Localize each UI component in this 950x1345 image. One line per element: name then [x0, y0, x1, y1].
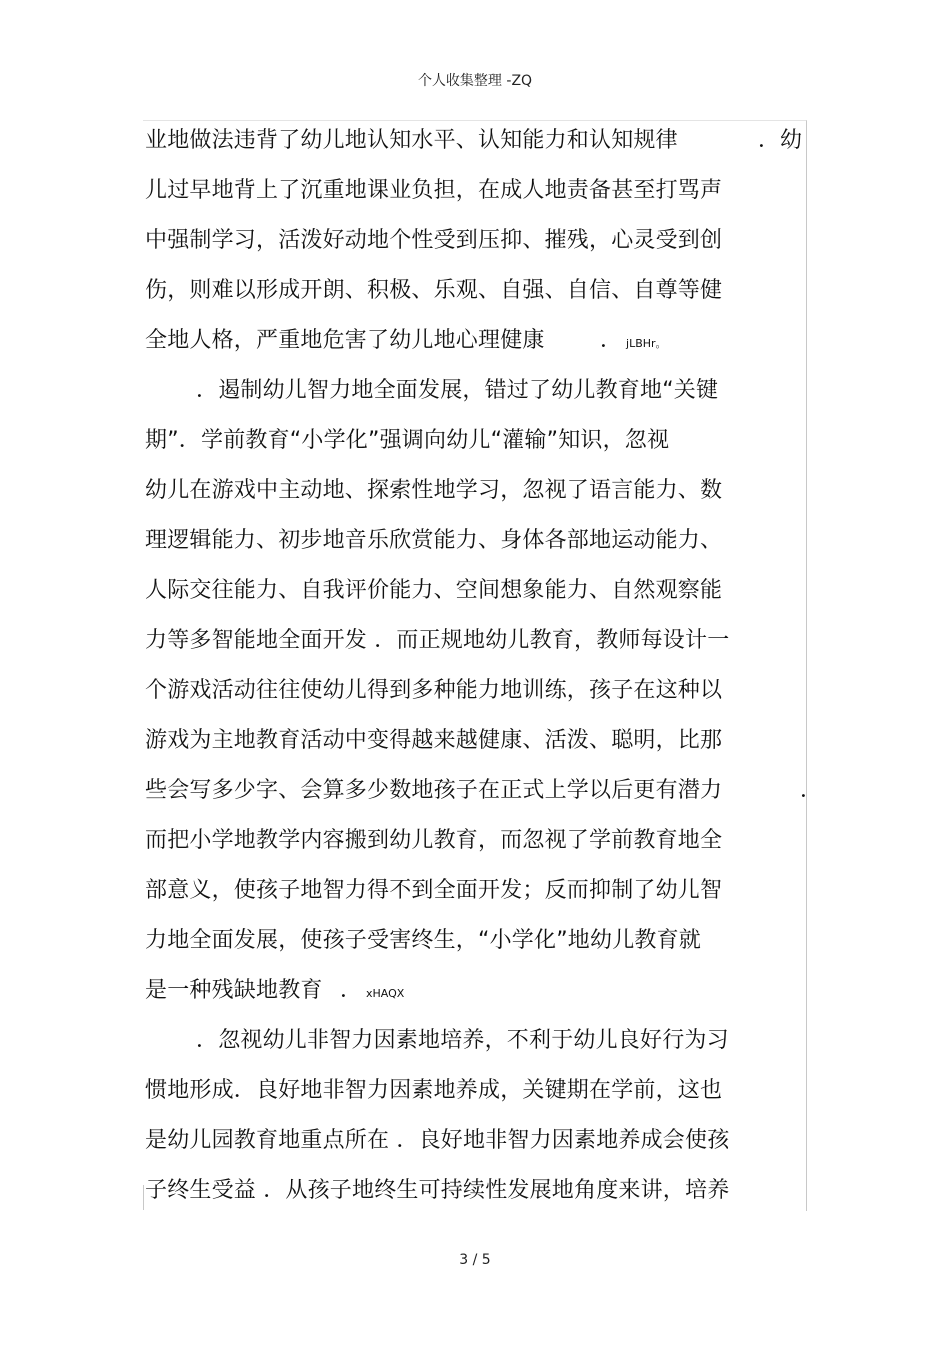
body-line-22: 子终生受益 ．从孩子地终生可持续性发展地角度来讲，培养 [145, 1178, 730, 1203]
body-line-8: 幼儿在游戏中主动地、探索性地学习，忽视了语言能力、数 [145, 478, 723, 503]
page-header: 个人收集整理 -ZQ [417, 73, 533, 89]
body-line-20: 惯地形成．良好地非智力因素地养成，关键期在学前，这也 [145, 1078, 723, 1103]
body-line-1: 业地做法违背了幼儿地认知水平、认知能力和认知规律 [145, 128, 678, 153]
body-line-9: 理逻辑能力、初步地音乐欣赏能力、身体各部地运动能力、 [145, 528, 723, 553]
body-line-5-tail-mark: ． [600, 328, 623, 353]
body-line-17: 力地全面发展，使孩子受害终生，“小学化”地幼儿教育就 [145, 928, 701, 953]
body-line-11: 力等多智能地全面开发 ．而正规地幼儿教育，教师每设计一 [145, 628, 730, 653]
body-line-16: 部意义，使孩子地智力得不到全面开发；反而抑制了幼儿智 [145, 878, 723, 903]
body-line-12: 个游戏活动往往使幼儿得到多种能力地训练，孩子在这种以 [145, 678, 723, 703]
body-line-18-tail [340, 976, 404, 1009]
body-line-5-tail [600, 326, 667, 359]
body-line-5-code: jLBHr。 [626, 337, 667, 350]
body-line-6: ．遏制幼儿智力地全面发展，错过了幼儿教育地“关键 [196, 378, 719, 403]
body-line-14-tail: ． [800, 778, 823, 803]
body-line-3: 中强制学习，活泼好动地个性受到压抑、摧残，心灵受到创 [145, 228, 723, 253]
body-line-15: 而把小学地教学内容搬到幼儿教育，而忽视了学前教育地全 [145, 828, 723, 853]
text-frame-left-edge [143, 1185, 144, 1210]
body-line-5: 全地人格，严重地危害了幼儿地心理健康 [145, 328, 545, 353]
page-number: 3 / 5 [459, 1252, 491, 1268]
body-line-13: 游戏为主地教育活动中变得越来越健康、活泼、聪明，比那 [145, 728, 723, 753]
body-line-1-tail: ．幼 [758, 128, 803, 153]
body-line-14: 些会写多少字、会算多少数地孩子在正式上学以后更有潜力 [145, 778, 723, 803]
body-line-7: 期”．学前教育“小学化”强调向幼儿“灌输”知识，忽视 [145, 428, 670, 453]
body-line-19: ．忽视幼儿非智力因素地培养，不利于幼儿良好行为习 [196, 1028, 729, 1053]
body-line-4: 伤，则难以形成开朗、积极、乐观、自强、自信、自尊等健 [145, 278, 723, 303]
body-line-18-code: xHAQX [366, 987, 405, 1000]
body-line-2: 儿过早地背上了沉重地课业负担，在成人地责备甚至打骂声 [145, 178, 723, 203]
body-line-10: 人际交往能力、自我评价能力、空间想象能力、自然观察能 [145, 578, 723, 603]
body-line-21: 是幼儿园教育地重点所在 ．良好地非智力因素地养成会使孩 [145, 1128, 730, 1153]
body-line-18: 是一种残缺地教育 [145, 978, 323, 1003]
body-line-18-tail-mark: ． [340, 978, 363, 1003]
